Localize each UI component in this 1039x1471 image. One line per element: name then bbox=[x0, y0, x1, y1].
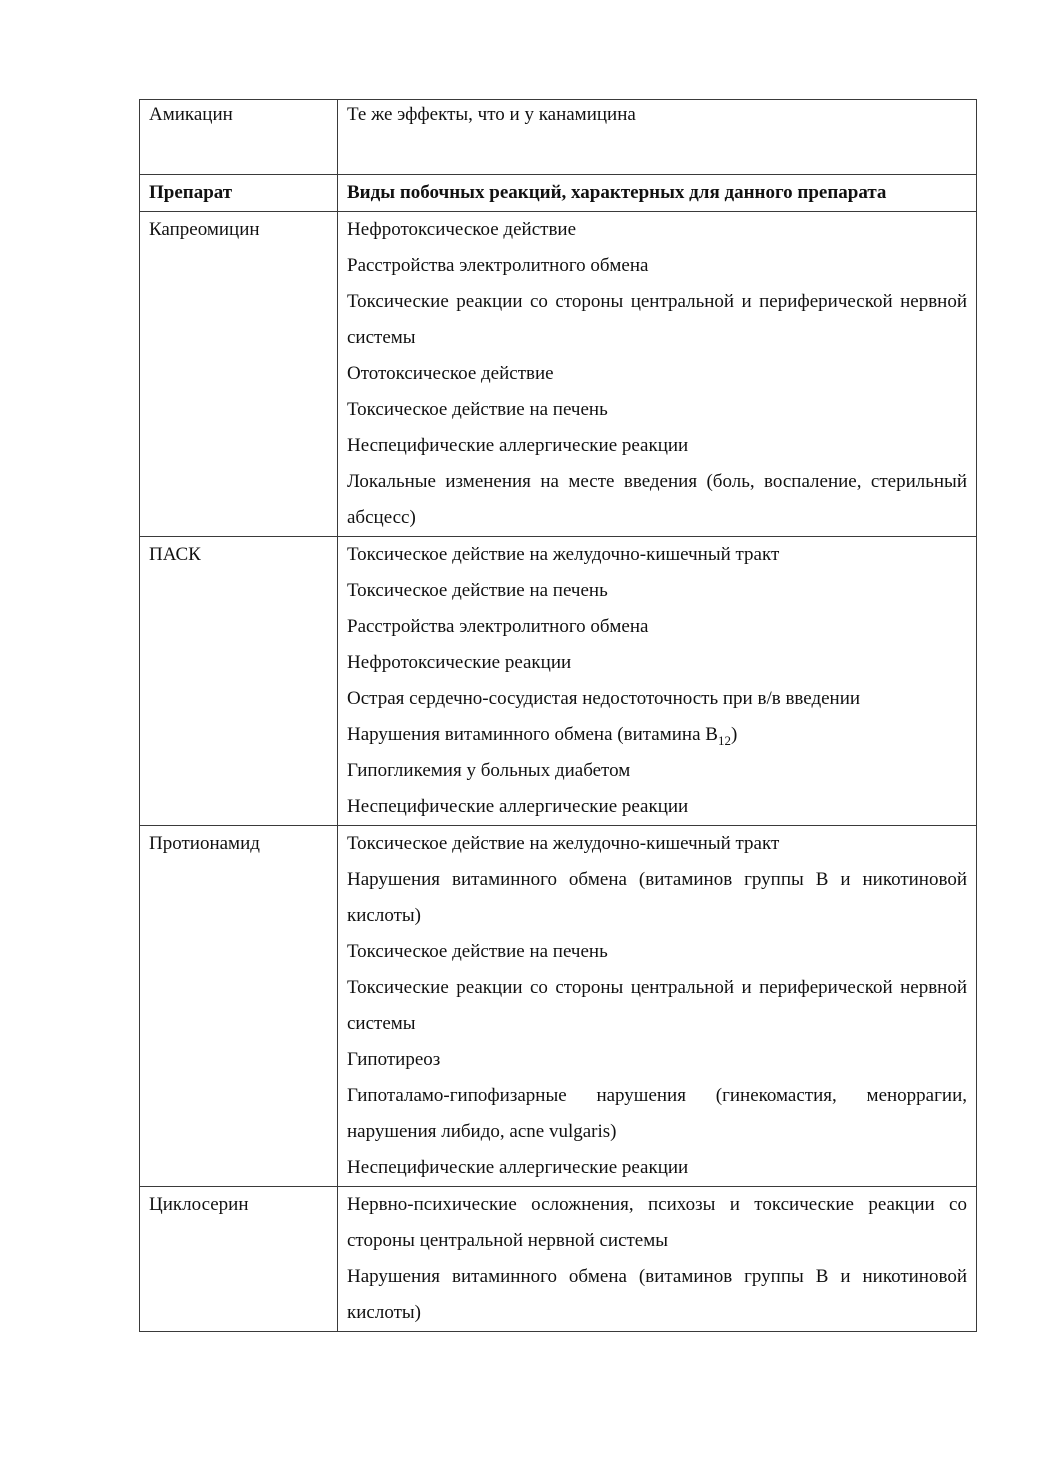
drug-cell bbox=[140, 826, 338, 1187]
effect-line: Токсическое действие на печень bbox=[347, 941, 608, 962]
table-row-amikacin bbox=[140, 100, 977, 175]
effect-line: Токсические реакции со стороны центральной и периферической нервной системы bbox=[347, 977, 967, 1034]
effect-line-vitamin bbox=[347, 717, 967, 753]
drug-cell bbox=[140, 100, 338, 175]
effect-line: Гипогликемия у больных диабетом bbox=[347, 760, 631, 781]
effect-line: Те же эффекты, что и у канамицина bbox=[347, 104, 636, 125]
effect-line: Нарушения витаминного обмена (витаминов группы В и никотиновой кислоты) bbox=[347, 869, 967, 926]
table-row-prothionamide bbox=[140, 826, 977, 1187]
effect-line: Токсическое действие на печень bbox=[347, 580, 608, 601]
effects-cell bbox=[338, 537, 977, 826]
drug-cell bbox=[140, 1187, 338, 1332]
column-header-effects: Виды побочных реакций, характерных для данного препарата bbox=[338, 175, 977, 212]
effects-cell bbox=[338, 1187, 977, 1332]
effects-cell bbox=[338, 212, 977, 537]
table-header-row bbox=[140, 175, 977, 212]
table-row-capreomycin bbox=[140, 212, 977, 537]
closing-paren: ) bbox=[730, 724, 738, 745]
effect-line: Неспецифические аллергические реакции bbox=[347, 1157, 689, 1178]
effect-line: Нарушения витаминного обмена (витаминов группы В и никотиновой кислоты) bbox=[347, 1266, 967, 1323]
vitamin-subscript: 12 bbox=[717, 732, 731, 748]
effects-cell bbox=[338, 100, 977, 175]
effect-line: Расстройства электролитного обмена bbox=[347, 616, 649, 637]
drug-cell bbox=[140, 537, 338, 826]
effect-line: Нервно-психические осложнения, психозы и токсические реакции со стороны центральной нервной системы bbox=[347, 1194, 967, 1251]
effect-line: Токсические реакции со стороны центральной и периферической нервной системы bbox=[347, 291, 967, 348]
table-row-cycloserine bbox=[140, 1187, 977, 1332]
drug-name: Протионамид bbox=[149, 833, 260, 854]
effects-cell bbox=[338, 826, 977, 1187]
effect-line: Токсическое действие на печень bbox=[347, 399, 608, 420]
column-header-drug: Препарат bbox=[140, 175, 338, 212]
effect-line: Гипотиреоз bbox=[347, 1049, 441, 1070]
drug-cell bbox=[140, 212, 338, 537]
effect-line: Токсическое действие на желудочно-кишечный тракт bbox=[347, 544, 780, 565]
drug-name: Амикацин bbox=[149, 104, 233, 125]
effect-line: Неспецифические аллергические реакции bbox=[347, 796, 689, 817]
effect-line: Ототоксическое действие bbox=[347, 363, 554, 384]
effect-line: Нефротоксическое действие bbox=[347, 219, 577, 240]
table-row-pask bbox=[140, 537, 977, 826]
drug-name: Капреомицин bbox=[149, 219, 260, 240]
effect-line: Локальные изменения на месте введения (боль, воспаление, стерильный абсцесс) bbox=[347, 471, 967, 528]
side-effects-table bbox=[139, 99, 977, 1332]
effect-line: Токсическое действие на желудочно-кишечный тракт bbox=[347, 833, 780, 854]
effect-line: Острая сердечно-сосудистая недостоточность при в/в введении bbox=[347, 688, 861, 709]
effect-line: Нефротоксические реакции bbox=[347, 652, 572, 673]
effect-text: Нарушения витаминного обмена (витамина B bbox=[347, 724, 718, 745]
drug-name: Циклосерин bbox=[149, 1194, 249, 1215]
effect-line: Неспецифические аллергические реакции bbox=[347, 435, 689, 456]
drug-name: ПАСК bbox=[149, 544, 201, 565]
effect-line: Расстройства электролитного обмена bbox=[347, 255, 649, 276]
effect-line: Гипоталамо-гипофизарные нарушения (гинекомастия, меноррагии, нарушения либидо, acne vulgaris) bbox=[347, 1085, 967, 1142]
